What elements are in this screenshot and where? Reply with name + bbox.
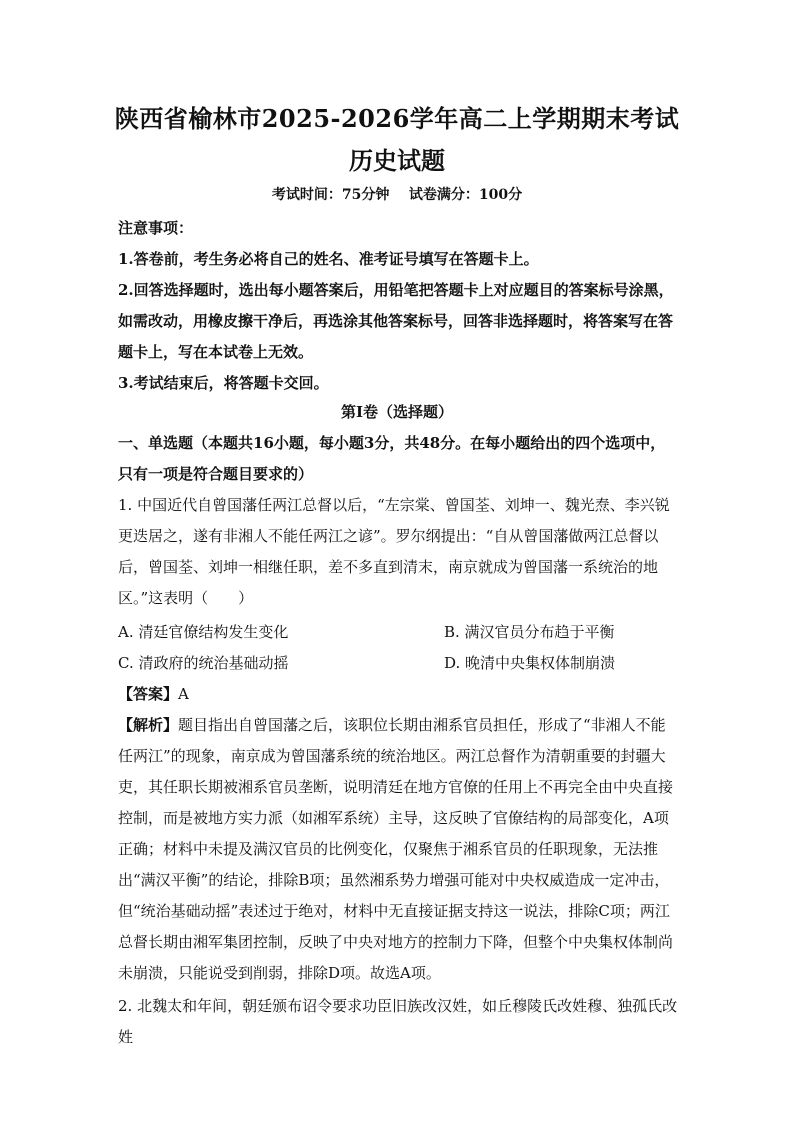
notice-heading: 注意事项： — [118, 219, 194, 237]
question-1-answer-section — [118, 679, 678, 989]
notice-item-1: 1.答卷前，考生务必将自己的姓名、准考证号填写在答题卡上。 — [118, 250, 539, 268]
options-row-2 — [118, 648, 678, 679]
analysis-text: 题目指出自曾国藩之后，该职位长期由湘系官员担任，形成了“非湘人不能任两江”的现象，南京成为曾国藩系统的统治地区。两江总督作为清朝重要的封疆大吏，其任职长期被湘系官员垄断，说明清廷在地方官僚的任用上不再完全由中央直接控制，而是被地方实力派（如湘军系统）主导，这反映了官僚结构的局部变化，A项正确；材料中未提及满汉官员的比例变化，仅聚焦于湘系官员的任职现象，无法推出“满汉平衡”的结论，排除B项；虽然湘系势力增强可能对中央权威造成一定冲击，但“统治基础动摇”表述过于绝对，材料中无直接证据支持这一说法，排除C项；两江总督长期由湘军集团控制，反映了中央对地方的控制力下降，但整个中央集权体制尚未崩溃，只能说受到削弱，排除D项。故选A项。 — [118, 716, 674, 982]
exam-subject-title: 历史试题 — [349, 146, 445, 175]
analysis-paragraph — [118, 710, 678, 989]
analysis-label: 【解析】 — [118, 716, 179, 734]
exam-time-score-info: 考试时间：75分钟 试卷满分：100分 — [271, 187, 523, 203]
option-d: D. 晚清中央集权体制崩溃 — [444, 654, 616, 672]
notice-item-2: 2.回答选择题时，选出每小题答案后，用铅笔把答题卡上对应题目的答案标号涂黑，如需改动，用橡皮擦干净后，再选涂其他答案标号，回答非选择题时，将答案写在答题卡上，写在本试卷上无效。 — [118, 281, 674, 361]
question-1-options — [118, 617, 678, 679]
question-2-stem: 2. 北魏太和年间，朝廷颁布诏令要求功臣旧族改汉姓，如丘穆陵氏改姓穆、独孤氏改姓 — [118, 997, 678, 1046]
options-row-1 — [118, 617, 678, 648]
answer-label: 【答案】 — [118, 685, 179, 703]
part-title: 一、单选题（本题共16小题，每小题3分，共48分。在每小题给出的四个选项中，只有一项是符合题目要求的） — [118, 434, 666, 483]
option-a: A. 清廷官僚结构发生变化 — [118, 623, 289, 641]
notice-item-3: 3.考试结束后，将答题卡交回。 — [118, 374, 329, 392]
exam-title: 陕西省榆林市2025-2026学年高二上学期期末考试 — [114, 104, 680, 133]
answer-line — [118, 679, 678, 710]
option-c: C. 清政府的统治基础动摇 — [118, 654, 289, 672]
notice-list — [118, 244, 678, 399]
question-1-stem: 1. 中国近代自曾国藩任两江总督以后，“左宗棠、曾国荃、刘坤一、魏光焘、李兴锐更迭居之，遂有非湘人不能任两江之谚”。罗尔纲提出：“自从曾国藩做两江总督以后，曾国荃、刘坤一相继任职，差不多直到清末，南京就成为曾国藩一系统治的地区。”这表明（ ） — [118, 496, 670, 607]
answer-value: A — [178, 685, 189, 703]
option-b: B. 满汉官员分布趋于平衡 — [444, 623, 615, 641]
section-title: 第Ⅰ卷（选择题） — [340, 403, 454, 421]
